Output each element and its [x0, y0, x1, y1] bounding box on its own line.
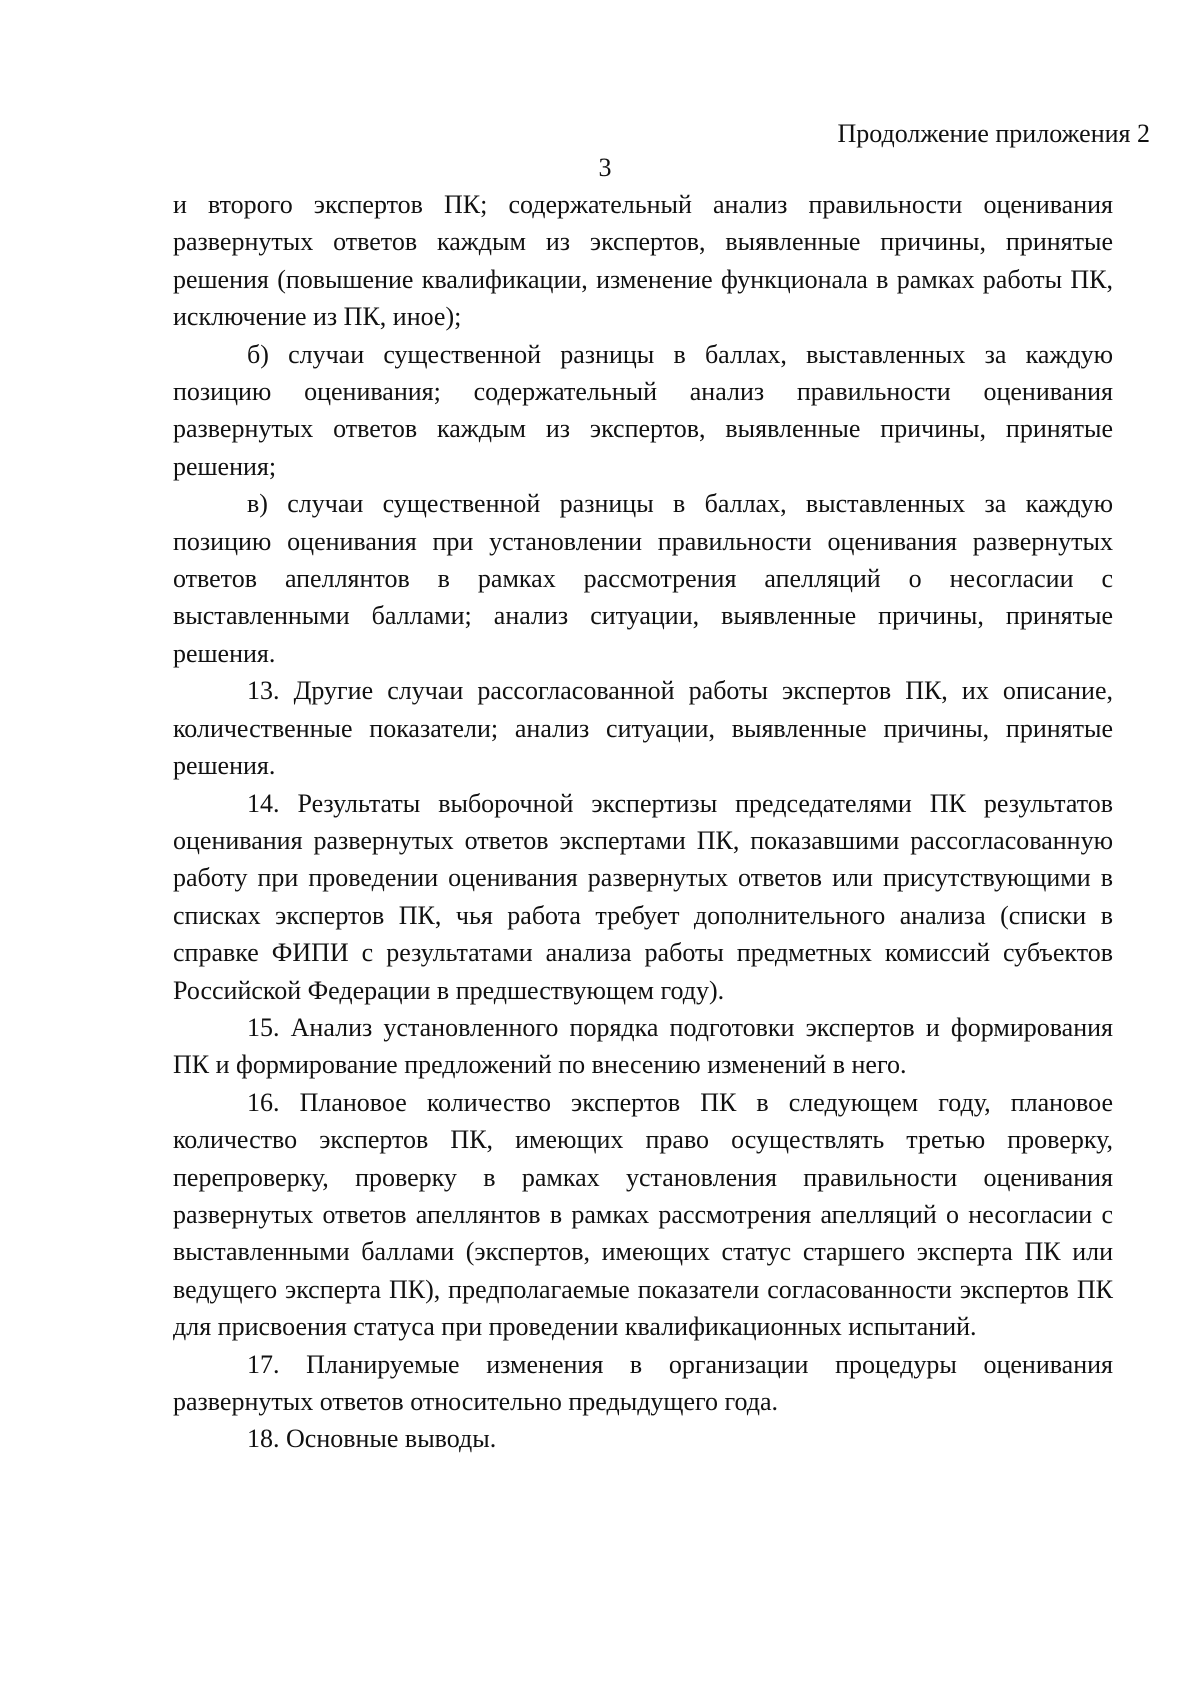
paragraph-item-17: 17. Планируемые изменения в организации процедуры оценивания развернутых ответов относительно предыдущего года. [173, 1349, 1113, 1416]
paragraph-item-v: в) случаи существенной разницы в баллах, выставленных за каждую позицию оценивания при установлении правильности оценивания развернутых ответов апеллянтов в рамках рассмотрения апелляций о несогласии с выставленными баллами; анализ ситуации, выявленные причины, принятые решения. [173, 489, 1113, 668]
paragraph-continuation: и второго экспертов ПК; содержательный анализ правильности оценивания развернутых ответов каждым из экспертов, выявленные причины, принятые решения (повышение квалификации, изменение функционала в рамках работы ПК, исключение из ПК, иное); [173, 190, 1113, 332]
paragraph-item-14: 14. Результаты выборочной экспертизы председателями ПК результатов оценивания развернутых ответов экспертами ПК, показавшими рассогласованную работу при проведении оценивания развернутых ответов или присутствующими в списках экспертов ПК, чья работа требует дополнительного анализа (списки в справке ФИПИ с результатами анализа работы предметных комиссий субъектов Российской Федерации в предшествующем году). [173, 788, 1113, 1005]
paragraph-item-18: 18. Основные выводы. [247, 1424, 497, 1454]
page-number: 3 [598, 153, 612, 182]
paragraph-item-13: 13. Другие случаи рассогласованной работы экспертов ПК, их описание, количественные показатели; анализ ситуации, выявленные причины, принятые решения. [173, 676, 1113, 781]
paragraph-item-15: 15. Анализ установленного порядка подготовки экспертов и формирования ПК и формирование предложений по внесению изменений в него. [173, 1012, 1113, 1080]
document-body [173, 186, 1113, 1458]
paragraph-item-16: 16. Плановое количество экспертов ПК в следующем году, плановое количество экспертов ПК, имеющих право осуществлять третью проверку, перепроверку, проверку в рамках установления правильности оценивания развернутых ответов апеллянтов в рамках рассмотрения апелляций о несогласии с выставленными баллами (экспертов, имеющих статус старшего эксперта ПК или ведущего эксперта ПК), предполагаемые показатели согласованности экспертов ПК для присвоения статуса при проведении квалификационных испытаний. [173, 1087, 1113, 1342]
annex-continuation-header: Продолжение приложения 2 [837, 119, 1150, 148]
paragraph-item-b: б) случаи существенной разницы в баллах, выставленных за каждую позицию оценивания; содержательный анализ правильности оценивания развернутых ответов каждым из экспертов, выявленные причины, принятые решения; [173, 339, 1113, 481]
